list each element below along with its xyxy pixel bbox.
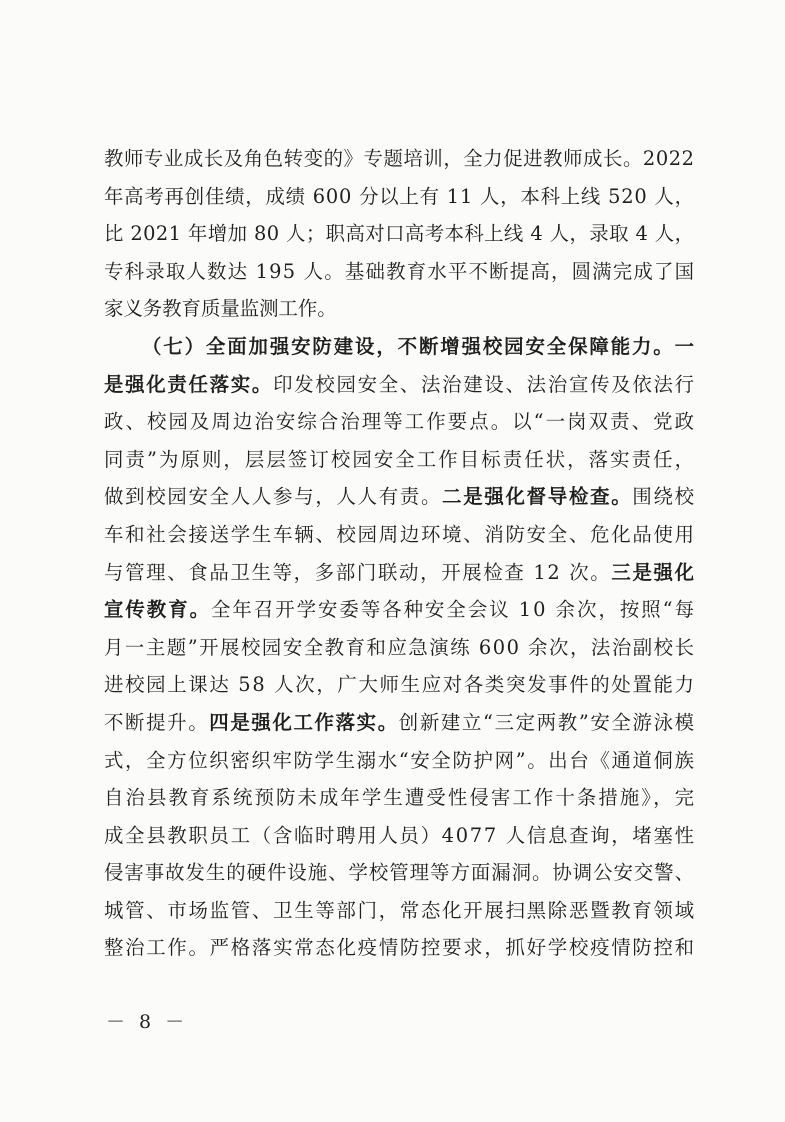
text-line xyxy=(104,516,694,554)
text-line xyxy=(104,629,694,667)
text-line xyxy=(104,178,694,216)
text-segment: 家义务教育质量监测工作。 xyxy=(104,297,337,321)
text-segment: 成全县教职员工（含临时聘用人员）4077 人信息查询，堵塞性 xyxy=(104,823,696,847)
text-segment: 围绕校 xyxy=(632,485,696,509)
text-line xyxy=(104,704,694,742)
text-segment: 进校园上课达 58 人次，广大师生应对各类突发事件的处置能力 xyxy=(104,673,696,697)
text-line xyxy=(104,366,694,404)
text-line xyxy=(104,779,697,817)
text-segment: 城管、市场监管、卫生等部门，常态化开展扫黑除恶暨教育领域 xyxy=(104,898,696,922)
text-line xyxy=(104,403,697,441)
text-segment: 全年召开学安委等各种安全会议 10 余次，按照“每 xyxy=(211,598,697,622)
text-segment: 创新建立“三定两教”安全游泳模 xyxy=(398,710,696,734)
text-line xyxy=(104,666,694,704)
text-line xyxy=(104,478,694,516)
text-line xyxy=(104,742,694,780)
text-segment: 比 2021 年增加 80 人；职高对口高考本科上线 4 人，录取 4 人， xyxy=(104,222,695,246)
text-line xyxy=(104,441,697,479)
body-text xyxy=(104,140,697,967)
text-segment: 教师专业成长及角色转变的》专题培训，全力促进教师成长。2022 xyxy=(104,147,695,170)
text-segment: 不断提升。 xyxy=(104,710,210,734)
text-segment: 印发校园安全、法治建设、法治宣传及依法行 xyxy=(273,372,696,396)
text-segment: 自治县教育系统预防未成年学生遭受性侵害工作十条措施》，完 xyxy=(104,786,697,810)
text-segment: 整治工作。严格落实常态化疫情防控要求，抓好学校疫情防控和 xyxy=(104,936,696,960)
text-line xyxy=(104,892,694,930)
text-segment: 专科录取人数达 195 人。基础教育水平不断提高，圆满完成了国 xyxy=(104,259,696,283)
text-segment: 做到校园安全人人参与，人人有责。 xyxy=(104,485,443,509)
bold-text-segment: 三是强化 xyxy=(611,560,696,584)
text-line xyxy=(104,554,694,592)
bold-text-segment: （七）全面加强安防建设，不断增强校园安全保障能力。一 xyxy=(142,334,696,358)
text-line xyxy=(104,328,694,366)
bold-text-segment: 二是强化督导检查。 xyxy=(442,485,633,509)
text-segment: 月一主题”开展校园安全教育和应急演练 600 余次，法治副校长 xyxy=(104,635,696,659)
text-segment: 年高考再创佳绩，成绩 600 分以上有 11 人，本科上线 520 人， xyxy=(104,184,695,208)
text-line xyxy=(104,929,694,967)
text-line xyxy=(104,215,694,253)
bold-text-segment: 是强化责任落实。 xyxy=(104,372,274,396)
text-segment: 侵害事故发生的硬件设施、学校管理等方面漏洞。协调公安交警、 xyxy=(104,861,695,885)
text-line xyxy=(104,290,694,328)
text-line xyxy=(104,140,694,178)
text-segment: 式，全方位织密织牢防学生溺水“安全防护网”。出台《通道侗族 xyxy=(104,748,696,772)
text-line xyxy=(104,591,697,629)
bold-text-segment: 宣传教育。 xyxy=(104,598,212,622)
text-segment: 车和社会接送学生车辆、校园周边环境、消防安全、危化品使用 xyxy=(104,522,696,546)
page-number: － 8 － xyxy=(106,1011,189,1033)
text-segment: 同责”为原则，层层签订校园安全工作目标责任状，落实责任， xyxy=(104,447,697,471)
text-segment: 与管理、食品卫生等，多部门联动，开展检查 12 次。 xyxy=(104,560,612,584)
bold-text-segment: 四是强化工作落实。 xyxy=(209,710,399,734)
text-segment: 政、校园及周边治安综合治理等工作要点。以“一岗双责、党政 xyxy=(104,410,697,434)
text-line xyxy=(104,817,694,855)
text-line xyxy=(104,854,694,892)
text-line xyxy=(104,253,694,291)
